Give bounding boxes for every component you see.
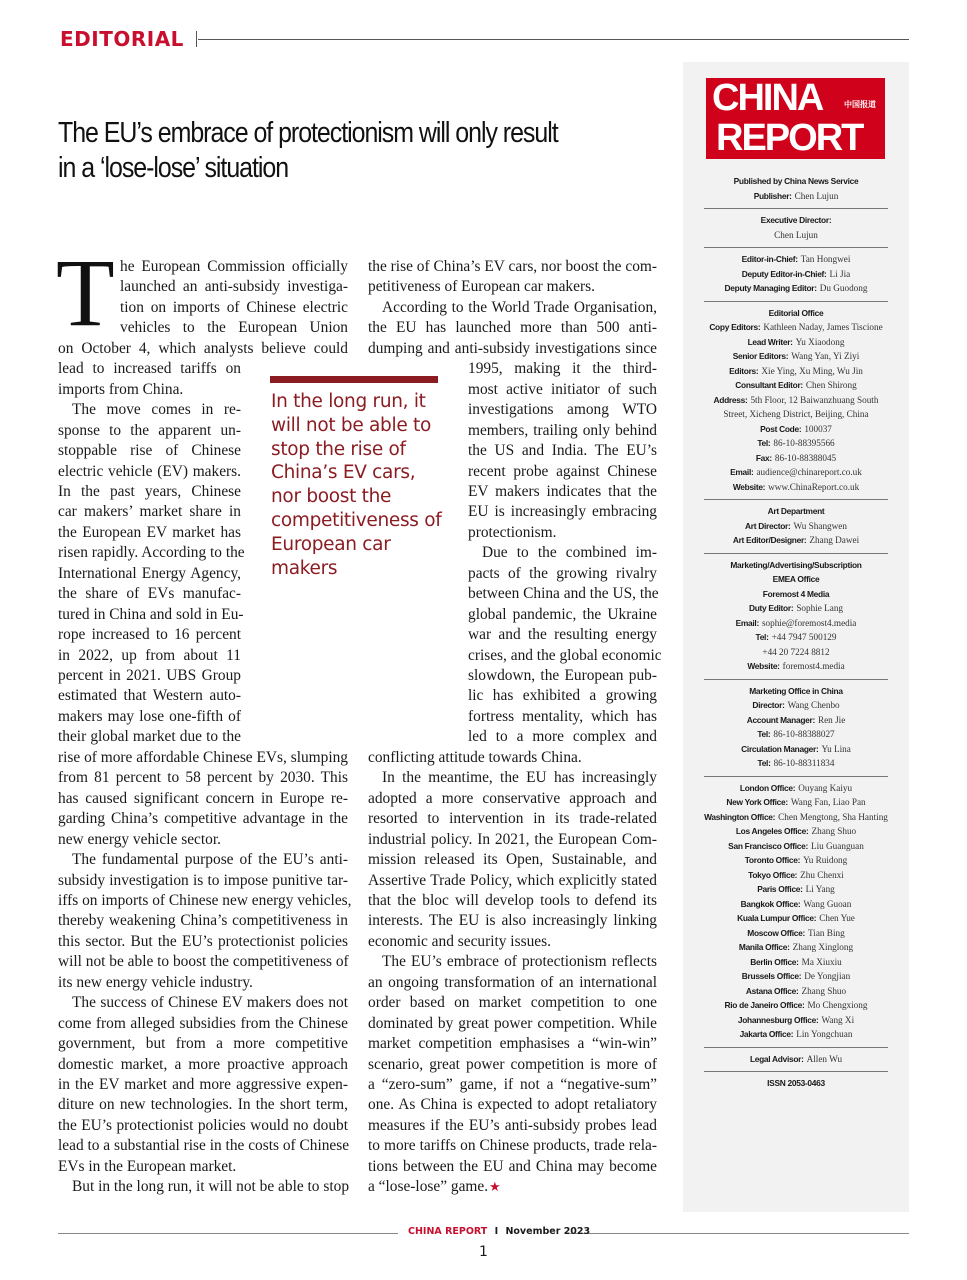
text-line: launched an anti-subsidy investiga- <box>120 278 348 296</box>
pull-quote-bar <box>270 376 438 383</box>
text-line: market competition emphasises a “win-win” <box>368 1035 657 1053</box>
masthead-label: EMEA Office <box>772 574 820 584</box>
masthead-value: Zhang Xinglong <box>792 942 854 952</box>
masthead-label: Johannesburg Office: <box>737 1014 819 1025</box>
masthead-label: Executive Director: <box>760 215 832 225</box>
masthead-value: audience@chinareport.co.uk <box>756 467 862 477</box>
masthead-value: Zhang Shuo <box>811 826 857 836</box>
text-line: tured in China and sold in Eu- <box>58 605 244 623</box>
masthead-value: Zhang Shuo <box>801 985 847 996</box>
masthead-entry <box>683 926 909 941</box>
masthead-label: Editor-in-Chief: <box>741 254 798 264</box>
masthead-label: Jakarta Office: <box>739 1029 794 1039</box>
masthead-section <box>683 500 909 553</box>
text-line: on October 4, which analysts believe could <box>58 339 348 357</box>
footer <box>408 1226 590 1237</box>
text-line: recent probe against Chinese <box>468 462 657 480</box>
masthead-entry <box>683 364 909 379</box>
text-line: sponse to the apparent un- <box>58 421 241 439</box>
masthead-value: +44 7947 500129 <box>771 632 837 642</box>
masthead-entry <box>683 911 909 926</box>
text-line: In the meantime, the EU has increasingly <box>382 769 657 787</box>
text-line: Due to the combined im- <box>482 544 657 562</box>
text-line: lic has exhibited a growing <box>468 687 657 705</box>
masthead-entry <box>683 955 909 970</box>
masthead-value: Wang Yan, Yi Ziyi <box>791 351 860 361</box>
masthead-value: 86-10-88388045 <box>774 452 837 463</box>
text-line: will not be able to boost the competitiveness of <box>58 953 349 971</box>
pull-quote: In the long run, it will not be able to stop the rise of China’s EV cars, nor boost the competitiveness of European car makers <box>271 391 442 579</box>
masthead-label: Deputy Managing Editor: <box>724 283 817 293</box>
logo-chinese: 中国报道 <box>844 100 876 109</box>
text-line: fortress mentality, which has <box>468 707 657 725</box>
masthead-value: Wang Guoan <box>803 898 852 909</box>
masthead-value: Chen Yue <box>819 913 855 923</box>
masthead-entry <box>683 810 909 825</box>
text-line: EU is increasingly embracing <box>468 503 657 521</box>
masthead-value: Wu Shangwen <box>793 520 847 531</box>
text-line: most active initiator of such <box>468 380 657 398</box>
masthead-entry <box>683 504 909 519</box>
text-line: the rise of China’s EV cars, nor boost the com- <box>368 258 657 275</box>
text-line: But in the long run, it will not be able to stop <box>72 1178 350 1196</box>
masthead-value: sophie@foremost4.media <box>761 617 857 628</box>
masthead-entry <box>683 684 909 699</box>
masthead-value: Chen Lujun <box>774 229 818 240</box>
text-line: In the past years, Chinese <box>58 482 241 500</box>
masthead-value: +44 20 7224 8812 <box>762 646 830 657</box>
masthead-label: Tel: <box>757 758 771 768</box>
logo-line2: REPORT <box>716 117 863 159</box>
masthead-entry <box>683 713 909 728</box>
text-line: the EU has launched more than 500 anti- <box>368 319 657 337</box>
masthead-value: Ouyang Kaiyu <box>798 782 853 793</box>
masthead-section <box>683 1072 909 1096</box>
text-line: measures if the EU’s anti-subsidy probes lead <box>368 1116 657 1134</box>
masthead-label: Kuala Lumpur Office: <box>737 913 817 923</box>
text-line: imports from China. <box>58 380 184 398</box>
text-line: EVs in the European market. <box>58 1157 237 1175</box>
text-line: this sector. But the EU’s protectionist policies <box>58 932 348 950</box>
masthead-label: Rio de Janeiro Office: <box>724 1000 805 1010</box>
text-line: rope increased to 16 percent <box>58 626 241 644</box>
text-line: he European Commission officially <box>120 258 348 275</box>
masthead-value: Lin Yongchuan <box>796 1029 853 1039</box>
masthead-value: Zhu Chenxi <box>800 869 844 880</box>
masthead-label: Bangkok Office: <box>740 898 801 909</box>
masthead-label: Circulation Manager: <box>741 743 819 754</box>
masthead-label: Washington Office: <box>704 811 776 822</box>
masthead-entry <box>683 533 909 548</box>
text-line: dominated by great power competition. While <box>368 1014 657 1032</box>
text-line: led to a more complex and <box>468 728 657 746</box>
text-line: the European EV market has <box>58 523 241 541</box>
text-line: government, but from a more competitive <box>58 1035 348 1053</box>
masthead-value: Allen Wu <box>806 1053 843 1064</box>
masthead-credits <box>683 170 909 1096</box>
text-line: dumping and anti-subsidy investigations since <box>368 339 657 357</box>
text-line: the share of EVs manufac- <box>58 585 241 603</box>
masthead-entry <box>683 335 909 350</box>
masthead-value: 86-10-88388027 <box>773 729 835 739</box>
masthead-value: Du Guodong <box>819 283 868 293</box>
text-line: war and the resulting energy <box>468 626 657 644</box>
text-line: slowdown, the European pub- <box>468 667 657 684</box>
text-line: stoppable rise of Chinese <box>58 442 241 460</box>
masthead-label: Website: <box>732 481 766 492</box>
text-line: protectionism. <box>468 523 557 541</box>
masthead-label: Berlin Office: <box>750 956 799 967</box>
logo-line1: CHINA <box>712 78 823 119</box>
text-line: makers may lose one-fifth of <box>58 707 241 725</box>
masthead-value: Ma Xiuxiu <box>801 956 842 967</box>
masthead-entry <box>683 1052 909 1067</box>
masthead-entry <box>683 281 909 296</box>
text-line: has caused significant concern in Europe re- <box>58 789 348 807</box>
masthead-value: Zhang Dawei <box>809 535 860 545</box>
masthead-entry <box>683 407 909 422</box>
masthead-section <box>683 554 909 679</box>
masthead-label: Published by China News Service <box>733 176 859 186</box>
footer-brand: CHINA REPORT <box>408 1226 488 1237</box>
masthead-entry <box>683 465 909 480</box>
text-line: global pandemic, the Ukraine <box>468 605 657 623</box>
header-divider <box>196 31 197 47</box>
masthead-label: Deputy Editor-in-Chief: <box>741 268 827 279</box>
text-line: a “zero-sum” game, if not a “negative-sum” <box>368 1076 657 1093</box>
masthead-label: Duty Editor: <box>748 603 794 613</box>
masthead-value: Street, Xicheng District, Beijing, China <box>723 409 869 419</box>
text-line: car makers’ market share in <box>58 503 241 521</box>
headline: The EU’s embrace of protectionism will only result in a ‘lose-lose’ situation <box>58 117 558 184</box>
masthead-label: Publisher: <box>753 190 792 201</box>
text-line: between China and the US, the <box>468 585 659 603</box>
masthead-value: Yu Ruidong <box>803 855 848 865</box>
masthead-value: Ren Jie <box>817 714 846 725</box>
masthead-value: Chen Lujun <box>794 190 839 201</box>
masthead-value: Wang Fan, Liao Pan <box>790 797 866 807</box>
text-line: iffs on imports of Chinese new energy vehicles, <box>58 891 352 909</box>
masthead-label: Email: <box>730 467 754 477</box>
text-line: Assertive Trade Policy, which explicitly stated <box>368 871 657 889</box>
masthead-entry <box>683 558 909 573</box>
text-line: new energy vehicle sector. <box>58 830 221 848</box>
masthead-entry <box>683 940 909 955</box>
masthead-value: 100037 <box>804 423 832 434</box>
masthead-entry <box>683 616 909 631</box>
text-line: domestic market, a more proactive approach <box>58 1055 348 1073</box>
footer-rule-left <box>58 1233 398 1234</box>
masthead-entry <box>683 393 909 408</box>
text-line: International Energy Agency, <box>58 564 241 582</box>
masthead-value: Li Yang <box>805 884 835 894</box>
masthead-entry <box>683 1076 909 1091</box>
text-line: tions between the EU and China may become <box>368 1157 657 1175</box>
masthead-section <box>683 680 909 776</box>
masthead-label: New York Office: <box>726 797 788 807</box>
masthead-label: Editors: <box>729 365 759 376</box>
text-line: The move comes in re- <box>72 401 241 419</box>
masthead-label: Director: <box>752 700 785 710</box>
masthead-entry <box>683 1013 909 1028</box>
masthead-label: Toronto Office: <box>744 855 801 865</box>
text-line: risen rapidly. According to the <box>58 544 245 562</box>
text-line: scenario, great power competition is more of <box>368 1055 657 1073</box>
text-line: interests. The EU is also increasingly linking <box>368 912 657 930</box>
text-line: an ongoing transformation of an international <box>368 973 657 991</box>
masthead-label: Post Code: <box>760 423 802 434</box>
masthead-entry <box>683 795 909 810</box>
masthead-section <box>683 170 909 208</box>
text-line: estimated that Western auto- <box>58 687 241 705</box>
masthead-entry <box>683 451 909 466</box>
text-line: from 81 percent to 58 percent by 2030. This <box>58 769 348 787</box>
masthead-entry <box>683 839 909 854</box>
masthead-value: Li Jia <box>829 268 851 279</box>
header-rule <box>198 39 909 40</box>
masthead-label: Lead Writer: <box>747 336 793 347</box>
text-line: garding China’s competitive advantage in the <box>58 810 348 828</box>
masthead-entry <box>683 252 909 267</box>
masthead-value: Liu Guanguan <box>810 840 864 851</box>
masthead-entry <box>683 436 909 451</box>
footer-issue: November 2023 <box>505 1226 591 1237</box>
masthead-label: Paris Office: <box>757 884 803 894</box>
masthead-value: Tan Hongwei <box>800 254 851 264</box>
masthead-entry <box>683 698 909 713</box>
masthead-label: Fax: <box>755 452 772 463</box>
masthead-value: Sophie Lang <box>796 603 844 613</box>
masthead-value: Xie Ying, Xu Ming, Wu Jin <box>761 365 863 376</box>
text-line: 1995, making it the third- <box>468 360 657 378</box>
masthead-entry <box>683 659 909 674</box>
text-line: crises, and the global economic <box>468 646 662 664</box>
text-line: resorted to intervention in its trade-related <box>368 810 657 828</box>
masthead-label: Manila Office: <box>738 942 790 952</box>
masthead-entry <box>683 228 909 243</box>
text-line: According to the World Trade Organisation, <box>382 298 657 316</box>
masthead-entry <box>683 587 909 602</box>
masthead-label: Legal Advisor: <box>749 1053 804 1064</box>
masthead-entry <box>683 984 909 999</box>
masthead-label: Marketing Office in China <box>749 685 843 696</box>
masthead-entry <box>683 742 909 757</box>
masthead-label: Los Angeles Office: <box>735 826 809 836</box>
text-line: come from alleged subsidies from the Chinese <box>58 1014 348 1032</box>
masthead-label: Art Department <box>767 506 825 516</box>
text-line: The success of Chinese EV makers does not <box>72 994 348 1012</box>
masthead-label: Senior Editors: <box>732 351 789 361</box>
text-line: The fundamental purpose of the EU’s anti- <box>72 851 348 869</box>
masthead-entry <box>683 868 909 883</box>
text-line: diture on new technologies. In the short term, <box>58 1096 348 1114</box>
masthead-label: Copy Editors: <box>709 322 761 332</box>
text-line: its new energy vehicle industry. <box>58 973 253 991</box>
text-line: The EU’s embrace of protectionism reflects <box>382 953 657 971</box>
page-number: 1 <box>479 1244 488 1260</box>
masthead-label: Tel: <box>755 632 769 642</box>
masthead-entry <box>683 189 909 204</box>
masthead-label: ISSN 2053-0463 <box>767 1078 825 1088</box>
masthead-value: 5th Floor, 12 Baiwanzhuang South <box>750 394 879 405</box>
masthead-value: Kathleen Naday, James Tiscione <box>763 322 883 332</box>
text-line: rise of more affordable Chinese EVs, slumping <box>58 748 348 766</box>
masthead-value: Yu Xiaodong <box>795 336 845 347</box>
masthead-value: Wang Chenbo <box>787 700 840 710</box>
section-label: EDITORIAL <box>60 27 184 51</box>
text-line: mission released its Open, Sustainable, and <box>368 851 657 869</box>
masthead-entry <box>683 320 909 335</box>
text-line: adopted a more conservative approach and <box>368 789 657 807</box>
masthead-label: Art Director: <box>745 520 791 531</box>
masthead-label: Foremost 4 Media <box>762 588 830 599</box>
end-mark-star-icon: ★ <box>489 1179 501 1195</box>
masthead-sidebar <box>683 62 909 1212</box>
masthead-entry <box>683 756 909 771</box>
masthead-value: Chen Shirong <box>805 380 857 390</box>
text-line: investigations among WTO <box>468 401 657 419</box>
text-line: tion on imports of Chinese electric <box>120 298 348 316</box>
masthead-entry <box>683 174 909 189</box>
masthead-label: Brussels Office: <box>741 971 802 981</box>
masthead-entry <box>683 306 909 321</box>
text-line: to more tariffs on Chinese products, trade rela- <box>368 1137 657 1155</box>
text-line: that the bloc will develop tools to defend its <box>368 891 657 909</box>
text-line: in 2022, up from about 11 <box>58 646 241 664</box>
china-report-logo <box>706 78 885 159</box>
text-line: thereby weakening China’s competitiveness in <box>58 912 348 930</box>
masthead-label: Tel: <box>757 729 771 739</box>
masthead-section <box>683 777 909 1047</box>
masthead-entry <box>683 882 909 897</box>
masthead-entry <box>683 998 909 1013</box>
masthead-label: Website: <box>747 661 780 671</box>
masthead-value: 86-10-88395566 <box>773 438 835 448</box>
text-line: one. As China is expected to adopt retaliatory <box>368 1096 657 1114</box>
masthead-label: Tel: <box>757 438 771 448</box>
masthead-entry <box>683 572 909 587</box>
masthead-label: Email: <box>735 617 759 628</box>
masthead-label: Astana Office: <box>745 985 799 996</box>
masthead-value: Tian Bing <box>808 927 845 938</box>
text-line: economic and security issues. <box>368 932 551 950</box>
masthead-label: Art Editor/Designer: <box>732 535 807 545</box>
masthead-value: Mo Chengxiong <box>807 1000 868 1010</box>
masthead-label: Consultant Editor: <box>735 380 803 390</box>
masthead-entry <box>683 378 909 393</box>
masthead-entry <box>683 349 909 364</box>
masthead-entry <box>683 519 909 534</box>
masthead-entry <box>683 213 909 228</box>
text-line: pacts of the growing rivalry <box>468 564 657 582</box>
text-line: vehicles to the European Union <box>120 319 348 337</box>
masthead-entry <box>683 480 909 495</box>
masthead-value: 86-10-88311834 <box>773 758 835 768</box>
text-line: lead to a substantial rise in the costs of Chinese <box>58 1137 350 1155</box>
masthead-section <box>683 302 909 500</box>
masthead-label: Tokyo Office: <box>748 869 798 880</box>
masthead-entry <box>683 969 909 984</box>
masthead-entry <box>683 781 909 796</box>
masthead-value: Wang Xi <box>821 1014 855 1025</box>
masthead-value: De Yongjian <box>804 971 851 981</box>
masthead-label: Account Manager: <box>746 714 815 725</box>
masthead-label: Address: <box>713 394 748 405</box>
masthead-entry <box>683 267 909 282</box>
masthead-label: San Francisco Office: <box>728 840 808 851</box>
text-line: industrial policy. In 2021, the European Com- <box>368 830 657 848</box>
text-line: the US and India. The EU’s <box>468 442 657 460</box>
masthead-entry <box>683 601 909 616</box>
masthead-entry <box>683 630 909 645</box>
masthead-section <box>683 1048 909 1072</box>
text-line: subsidy investigation is to impose punitive tar- <box>58 871 348 889</box>
footer-separator: I <box>494 1226 499 1237</box>
text-line: in the EV market and more aggressive expen- <box>58 1076 348 1093</box>
text-line: order based on market competition to one <box>368 994 657 1012</box>
masthead-label: Marketing/Advertising/Subscription <box>730 559 862 570</box>
masthead-value: Yu Lina <box>821 743 851 754</box>
masthead-value: www.ChinaReport.co.uk <box>768 481 860 492</box>
masthead-entry <box>683 645 909 660</box>
text-line: percent in 2021. UBS Group <box>58 667 241 684</box>
masthead-value: foremost4.media <box>782 661 845 671</box>
text-line: petitiveness of European car makers. <box>368 278 595 296</box>
masthead-entry <box>683 853 909 868</box>
masthead-value: Chen Mengtong, Sha Hanting <box>778 811 888 822</box>
masthead-entry <box>683 897 909 912</box>
text-line: the EU’s protectionist policies would no doubt <box>58 1116 348 1134</box>
masthead-entry <box>683 824 909 839</box>
masthead-entry <box>683 1027 909 1042</box>
footer-rule-right <box>570 1233 909 1234</box>
masthead-section <box>683 248 909 301</box>
masthead-entry <box>683 422 909 437</box>
text-line: conflicting attitude towards China. <box>368 748 582 766</box>
text-line: electric vehicle (EV) makers. <box>58 462 241 480</box>
drop-cap: T <box>56 239 115 346</box>
text-line: lead to increased tariffs on <box>58 360 241 378</box>
masthead-section <box>683 209 909 247</box>
text-line: a “lose-lose” game. <box>368 1178 489 1196</box>
masthead-entry <box>683 727 909 742</box>
text-line: EV makers indicates that the <box>468 482 657 500</box>
text-line: their global market due to the <box>58 728 241 746</box>
masthead-label: Moscow Office: <box>747 927 805 938</box>
masthead-label: Editorial Office <box>768 307 824 318</box>
masthead-label: London Office: <box>739 782 796 793</box>
text-line: members, trailing only behind <box>468 421 657 439</box>
